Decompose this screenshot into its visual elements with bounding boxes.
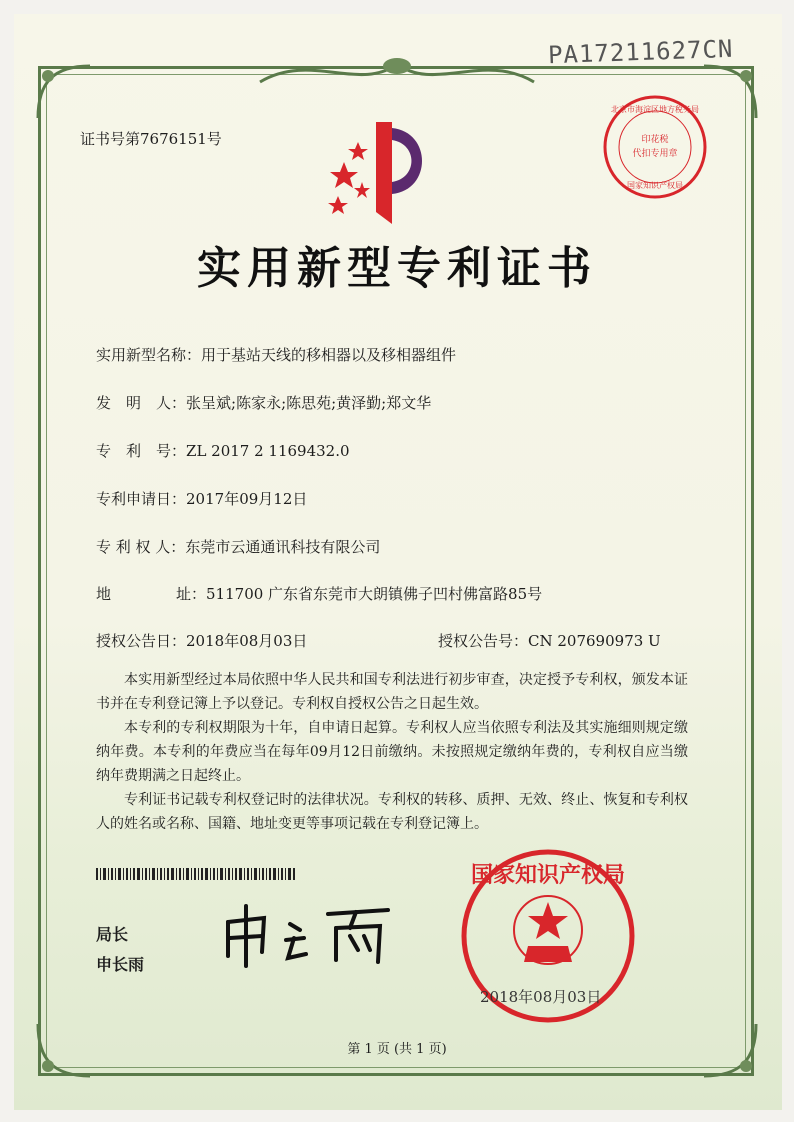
legal-paragraph: 本实用新型经过本局依照中华人民共和国专利法进行初步审查，决定授予专利权，颁发本证书并在专利登记簿上予以登记。专利权自授权公告之日起生效。: [96, 672, 688, 712]
field-value: 张呈斌;陈家永;陈思苑;黄泽勤;郑文华: [186, 394, 432, 412]
tax-stamp-outer-text: 北京市海淀区地方税务局: [611, 105, 699, 114]
tax-stamp-bottom-text: 国家知识产权局: [627, 181, 683, 190]
field-value: 东莞市云通通讯科技有限公司: [185, 538, 381, 556]
field-value: 2017年09月12日: [186, 490, 308, 508]
field-label: 专利申请日：: [96, 490, 187, 508]
field-inventors: [96, 392, 431, 413]
field-label: 实用新型名称：: [96, 346, 202, 364]
handwritten-reference: PA17211627CN: [547, 34, 734, 70]
corner-ornament-icon: [34, 62, 94, 122]
field-patentee: [96, 536, 380, 557]
field-label: 地: [96, 585, 112, 603]
field-grant-number: [438, 630, 661, 651]
field-label: 发 明 人：: [96, 394, 187, 412]
page-number: 第 1 页 (共 1 页): [347, 1042, 447, 1057]
field-label: 授权公告日：: [96, 632, 187, 650]
field-label: 专 利 权 人：: [96, 538, 186, 556]
field-value: 2018年08月03日: [186, 632, 308, 650]
field-address: [96, 583, 542, 604]
barcode-icon: [96, 868, 296, 880]
handwritten-signature: [218, 900, 398, 970]
page-title: 实用新型专利证书: [197, 243, 597, 294]
tax-stamp: [600, 92, 710, 202]
legal-paragraph: 本专利的专利权期限为十年，自申请日起算。专利权人应当依照专利法及其实施细则规定缴纳年费。本专利的年费应当在每年09月12日前缴纳。未按照规定缴纳年费的，专利权自应当缴纳年费期满之日起终止。: [96, 720, 688, 784]
legal-paragraph: 专利证书记载专利权登记时的法律状况。专利权的转移、质押、无效、终止、恢复和专利权人的姓名或名称、国籍、地址变更等事项记载在专利登记簿上。: [96, 792, 688, 832]
signature-name: 申长雨: [96, 955, 145, 974]
field-value: CN 207690973 U: [528, 632, 661, 650]
field-grant-date: [96, 630, 307, 651]
patent-office-emblem-icon: [320, 112, 440, 232]
field-value: 用于基站天线的移相器以及移相器组件: [201, 346, 457, 364]
signature-title: 局长: [96, 925, 129, 944]
field-value: ZL 2017 2 1169432.0: [186, 442, 350, 460]
field-label: 址：: [176, 585, 207, 603]
field-filing-date: [96, 488, 307, 509]
field-label: 专 利 号：: [96, 442, 187, 460]
tax-stamp-line2: 代扣专用章: [632, 149, 678, 159]
certificate-number: 证书号第7676151号: [80, 130, 222, 148]
top-scroll-ornament-icon: [250, 52, 544, 92]
seal-date: 2018年08月03日: [480, 988, 602, 1006]
field-value: 511700 广东省东莞市大朗镇佛子凹村佛富路85号: [206, 585, 543, 603]
seal-text: 国家知识产权局: [470, 863, 626, 888]
field-utility-model-name: [96, 344, 456, 365]
field-label: 授权公告号：: [438, 632, 529, 650]
tax-stamp-line1: 印花税: [641, 135, 669, 145]
field-patent-number: [96, 440, 350, 461]
